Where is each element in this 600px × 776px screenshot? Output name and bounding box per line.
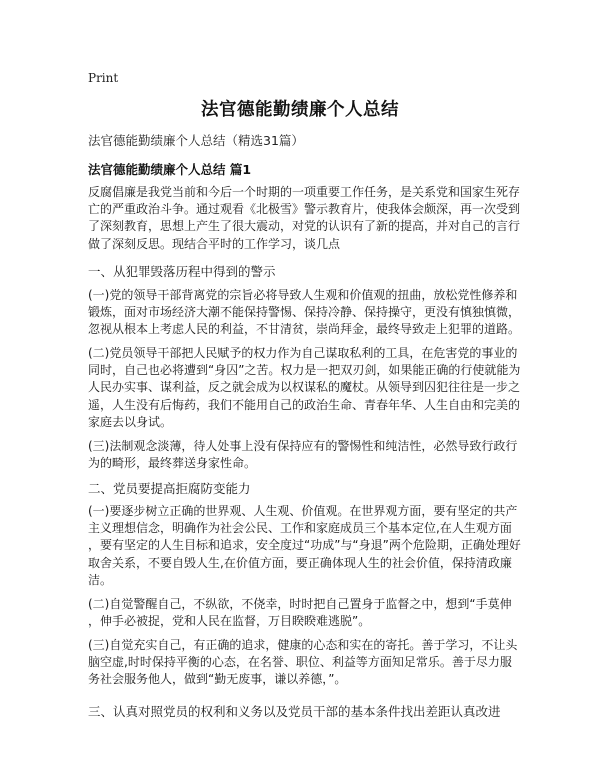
text-line: (三)自觉充实自己，有正确的追求，健康的心态和实在的寄托。善于学习，不让头 <box>88 638 518 652</box>
text-line: 锻炼，面对市场经济大潮不能保持警惕、保持冷静、保持操守，更没有慎独慎微， <box>88 305 521 320</box>
print-link[interactable]: Print <box>88 71 119 85</box>
paragraph-1 <box>88 287 521 339</box>
heading-one: 一、从犯罪毁落历程中得到的警示 <box>88 264 276 279</box>
text-line: ，伸手必被捉，党和人民在监督，万目睽睽难逃脱”。 <box>88 614 371 629</box>
heading-three: 三、认真对照党员的权利和义务以及党员干部的基本条件找出差距认真改进 <box>88 704 501 719</box>
text-line: 洁。 <box>88 572 113 587</box>
text-line: 取舍关系，不要自毁人生,在价值方面，要正确体现人生的社会价值，保持清政廉 <box>88 555 512 570</box>
paragraph-4 <box>88 503 521 589</box>
text-line: (二)党员领导干部把人民赋予的权力作为自己谋取私利的工具，在危害党的事业的 <box>88 346 518 360</box>
document-subtitle: 法官德能勤绩廉个人总结（精选31篇） <box>88 133 304 148</box>
text-line: 务社会服务他人，做到“勤无废事，谦以养德，”。 <box>88 672 347 687</box>
text-line: (三)法制观念淡薄，待人处事上没有保持应有的警惕性和纯洁性，必然导致行政行 <box>88 439 518 453</box>
text-line: (一)要逐步树立正确的世界观、人生观、价值观。在世界观方面，要有坚定的共产 <box>88 504 518 518</box>
text-line: 亡的严重政治斗争。通过观看《北极雪》警示教育片，使我体会颇深，再一次受到 <box>88 202 521 217</box>
section-title: 法官德能勤绩廉个人总结 篇1 <box>88 162 252 177</box>
text-line: 做了深刻反思。现结合平时的工作学习，谈几点 <box>88 236 341 251</box>
page-title: 法官德能勤绩廉个人总结 <box>201 100 399 120</box>
text-line: 同时，自己也必将遭到“身囚”之苦。权力是一把双刃剑，如果能正确的行使就能为 <box>88 363 521 378</box>
text-line: 遥，人生没有后悔药，我们不能用自己的政治生命、青春年华、人生自由和完美的 <box>88 397 521 412</box>
text-line: 家庭去以身试。 <box>88 414 173 429</box>
text-line: 了深刻教育，思想上产生了很大震动，对党的认识有了新的提高，并对自己的言行 <box>88 219 521 234</box>
heading-two: 二、党员要提高拒腐防变能力 <box>88 481 251 496</box>
text-line: 为的畸形，最终葬送身家性命。 <box>88 456 257 471</box>
text-line: 主义理想信念，明确作为社会公民、工作和家庭成员三个基本定位,在人生观方面 <box>88 521 512 536</box>
paragraph-3 <box>88 438 518 472</box>
text-line: ，要有坚定的人生目标和追求，安全度过“功成”与“身退”两个危险期，正确处理好 <box>88 538 521 553</box>
paragraph-5 <box>88 596 518 630</box>
text-line: (一)党的领导干部背离党的宗旨必将导致人生观和价值观的扭曲，放松党性修养和 <box>88 288 518 302</box>
intro-paragraph <box>88 184 521 253</box>
text-line: 脑空虚,时时保持平衡的心态，在名誉、职位、利益等方面知足常乐。善于尽力服 <box>88 655 512 670</box>
text-line: (二)自觉警醒自己，不纵欲，不侥幸，时时把自己置身于监督之中，想到“手莫伸 <box>88 597 512 611</box>
paragraph-2 <box>88 345 521 431</box>
paragraph-6 <box>88 637 518 689</box>
text-line: 反腐倡廉是我党当前和今后一个时期的一项重要工作任务，是关系党和国家生死存 <box>88 185 521 199</box>
text-line: 忽视从根本上考虑人民的利益，不甘清贫，崇尚拜金，最终导致走上犯罪的道路。 <box>88 322 521 337</box>
text-line: 人民办实事、谋利益，反之就会成为以权谋私的魔杖。从领导到囚犯往往是一步之 <box>88 380 521 395</box>
